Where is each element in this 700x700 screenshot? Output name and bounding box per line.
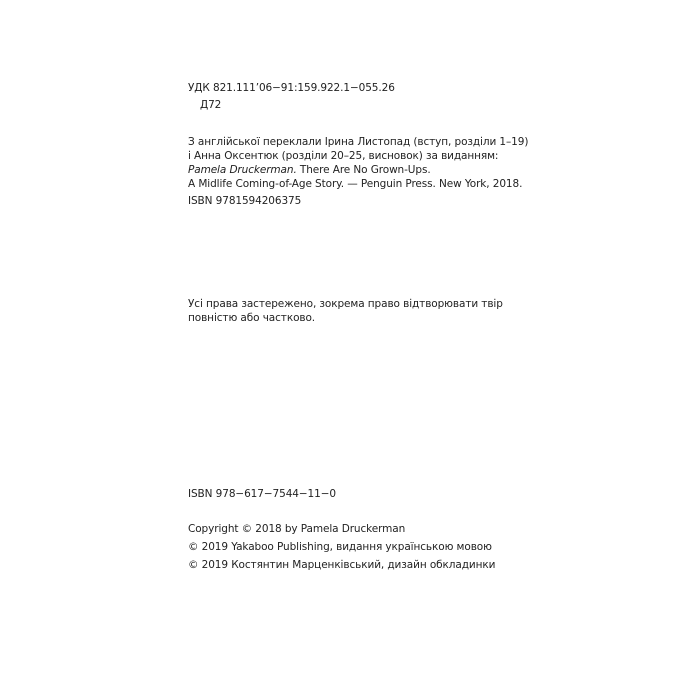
original-author: Pamela Druckerman. bbox=[188, 164, 297, 176]
udk-code: УДК 821.111’06−91:159.922.1−055.26 bbox=[188, 82, 395, 94]
classification-block bbox=[188, 81, 395, 112]
rights-line-1: Усі права застережено, зокрема право відтворювати твір bbox=[188, 298, 503, 310]
original-publisher-line: A Midlife Coming-of-Age Story. — Penguin Press. New York, 2018. bbox=[188, 178, 523, 190]
translators-line: З англійської переклали Ірина Листопад (вступ, розділи 1–19) bbox=[188, 136, 529, 148]
translation-block bbox=[188, 135, 528, 208]
copyright-line-3: © 2019 Костянтин Марценківський, дизайн обкладинки bbox=[188, 559, 496, 571]
isbn: ISBN 978−617−7544−11−0 bbox=[188, 488, 336, 500]
author-mark: Д72 bbox=[200, 99, 222, 111]
isbn-block bbox=[188, 487, 336, 501]
original-edition-line bbox=[188, 163, 528, 177]
translators-line-2: і Анна Оксентюк (розділи 20–25, висновок) за виданням: bbox=[188, 150, 499, 162]
original-title: There Are No Grown-Ups. bbox=[296, 164, 431, 176]
original-isbn: ISBN 9781594206375 bbox=[188, 195, 302, 207]
rights-block bbox=[188, 297, 503, 325]
copyright-line-2: © 2019 Yakaboo Publishing, видання українською мовою bbox=[188, 541, 492, 553]
rights-line-2: повністю або частково. bbox=[188, 312, 316, 324]
copyright-line-1: Copyright © 2018 by Pamela Druckerman bbox=[188, 523, 406, 535]
copyright-block bbox=[188, 522, 495, 572]
